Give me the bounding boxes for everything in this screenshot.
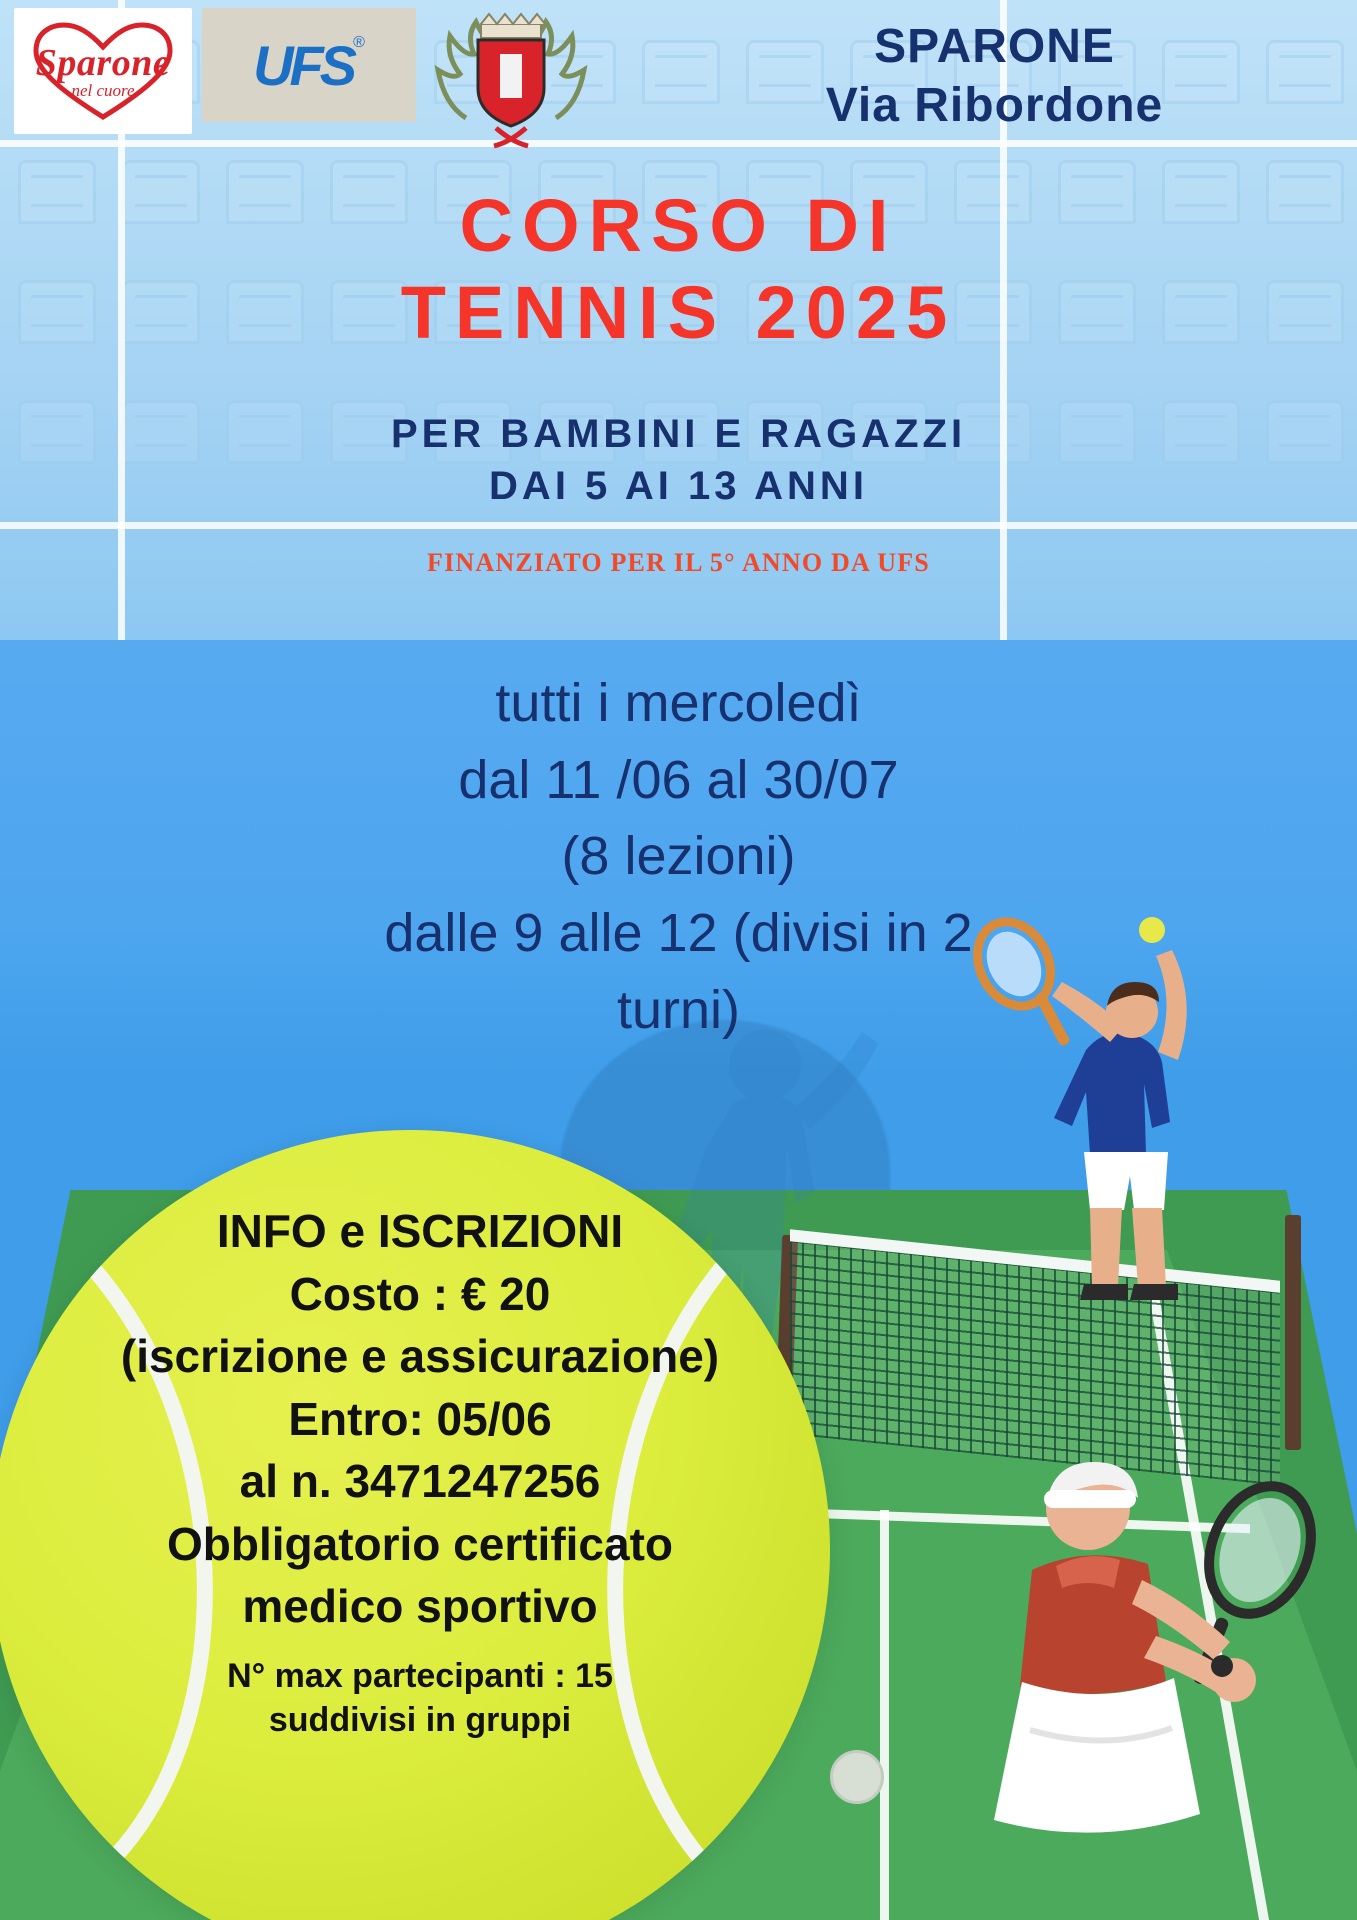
info-deadline: Entro: 05/06	[288, 1392, 552, 1445]
tennis-player-backhand-illustration	[960, 1430, 1357, 1920]
info-phone[interactable]: al n. 3471247256	[239, 1455, 601, 1508]
tennis-ball-in-air-icon	[1139, 917, 1165, 943]
location-line-1: SPARONE	[874, 20, 1115, 73]
schedule-line-3: (8 lezioni)	[561, 826, 796, 887]
sparone-logo	[14, 8, 192, 134]
poster-header	[0, 0, 1357, 160]
location-line-2: Via Ribordone	[825, 78, 1164, 132]
financed-note: FINANZIATO PER IL 5° ANNO DA UFS	[427, 548, 930, 577]
court-line-horizontal	[0, 522, 1357, 529]
location-heading	[632, 8, 1357, 135]
info-cost-detail: (iscrizione e assicurazione)	[120, 1330, 720, 1383]
page-title-line-2: TENNIS 2025	[400, 271, 957, 355]
comune-coat-of-arms	[426, 8, 596, 152]
sparone-logo-tagline: nel cuore	[71, 81, 135, 100]
page-subtitle	[0, 408, 1357, 512]
info-heading: INFO e ISCRIZIONI	[216, 1205, 624, 1257]
page-subtitle-line-2: DAI 5 AI 13 ANNI	[489, 464, 868, 508]
schedule-line-1: tutti i mercoledì	[495, 673, 862, 733]
registered-trademark-icon: ®	[353, 34, 365, 51]
info-block	[20, 1200, 820, 1742]
court-center-line	[880, 1510, 889, 1920]
page-title-line-1: CORSO DI	[459, 184, 898, 267]
page-title	[0, 182, 1357, 357]
tennis-player-serving-illustration	[960, 900, 1240, 1320]
ufs-logo-word: UFS	[253, 33, 354, 97]
schedule-line-2: dal 11 /06 al 30/07	[458, 749, 899, 810]
schedule-line-4: dalle 9 alle 12 (divisi in 2	[384, 903, 973, 964]
info-max-participants-line-2: suddivisi in gruppi	[268, 1701, 572, 1740]
schedule-line-5: turni)	[616, 979, 741, 1040]
info-max-participants-line-1: N° max partecipanti : 15	[227, 1656, 613, 1695]
net-post-right	[1285, 1215, 1301, 1450]
info-certificate-line-2: medico sportivo	[242, 1580, 598, 1633]
info-certificate-line-1: Obbligatorio certificato	[166, 1517, 674, 1570]
tennis-ball-on-court-icon	[830, 1750, 884, 1804]
page-subtitle-line-1: PER BAMBINI E RAGAZZI	[390, 412, 967, 456]
sparone-logo-word: Sparone	[35, 42, 171, 84]
coat-of-arms-icon	[426, 8, 596, 152]
info-cost: Costo : € 20	[289, 1267, 551, 1320]
ufs-logo	[202, 8, 416, 122]
